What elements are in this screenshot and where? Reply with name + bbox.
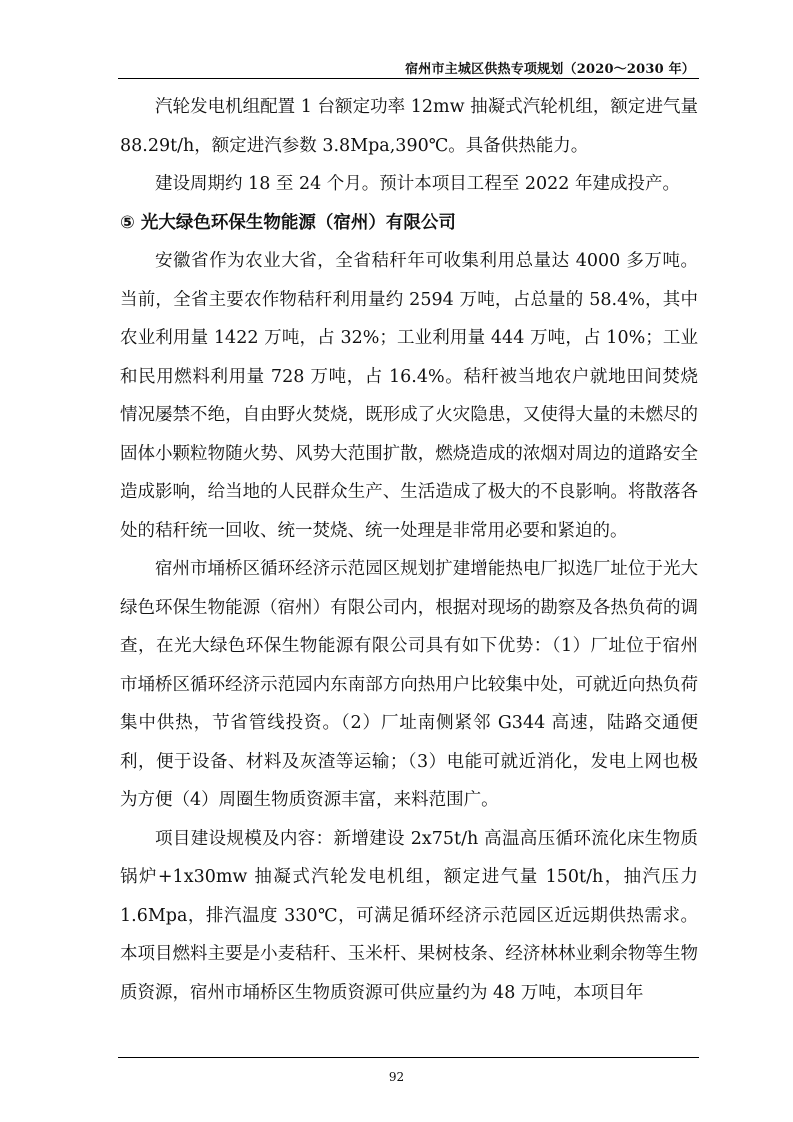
page-number: 92 <box>388 1070 405 1084</box>
paragraph-straw-utilization: 安徽省作为农业大省，全省秸秆年可收集利用总量达 4000 多万吨。当前，全省主要农作物秸秆利用量约 2594 万吨，占总量的 58.4%，其中农业利用量 1422 万吨，占 32%；工业利用量 444 万吨，占 10%；工业和民用燃料利用量 728 万吨，占 16.4%。秸秆被当地农户就地田间焚烧情况屡禁不绝，自由野火焚烧，既形成了火灾隐患，又使得大量的未燃尽的固体小颗粒物随火势、风势大范围扩散，燃烧造成的浓烟对周边的道路安全造成影响，给当地的人民群众生产、生活造成了极大的不良影响。将散落各处的秸秆统一回收、统一焚烧、统一处理是非常用必要和紧迫的。 <box>120 251 698 541</box>
running-header-title: 宿州市主城区供热专项规划（2020～2030 年） <box>405 62 695 77</box>
page-body <box>120 88 698 1012</box>
paragraph-project-scale: 项目建设规模及内容：新增建设 2x75t/h 高温高压循环流化床生物质锅炉+1x30mw 抽凝式汽轮发电机组，额定进气量 150t/h，抽汽压力 1.6Mpa，排汽温度 330℃，可满足循环经济示范园区近远期供热需求。本项目燃料主要是小麦秸秆、玉米杆、果树枝条、经济林林业剩余物等生物质资源，宿州市埇桥区生物质资源可供应量约为 48 万吨，本项目年 <box>120 828 698 1003</box>
paragraph-construction-period: 建设周期约 18 至 24 个月。预计本项目工程至 2022 年建成投产。 <box>155 174 680 194</box>
paragraph-site-advantages: 宿州市埇桥区循环经济示范园区规划扩建增能热电厂拟选厂址位于光大绿色环保生物能源（宿州）有限公司内，根据对现场的勘察及各热负荷的调查，在光大绿色环保生物能源有限公司具有如下优势：（1）厂址位于宿州市埇桥区循环经济示范园内东南部方向热用户比较集中处，可就近向热负荷集中供热，节省管线投资。（2）厂址南侧紧邻 G344 高速，陆路交通便利，便于设备、材料及灰渣等运输；（3）电能可就近消化，发电上网也极为方便（4）周圈生物质资源丰富，来料范围广。 <box>120 559 698 810</box>
header-divider <box>118 78 699 79</box>
section-heading-everbright: ⑤ 光大绿色环保生物能源（宿州）有限公司 <box>120 212 456 233</box>
paragraph-turbine-config: 汽轮发电机组配置 1 台额定功率 12mw 抽凝式汽轮机组，额定进气量 88.29t/h，额定进汽参数 3.8Mpa,390℃。具备供热能力。 <box>120 97 698 156</box>
footer-divider <box>118 1057 699 1058</box>
